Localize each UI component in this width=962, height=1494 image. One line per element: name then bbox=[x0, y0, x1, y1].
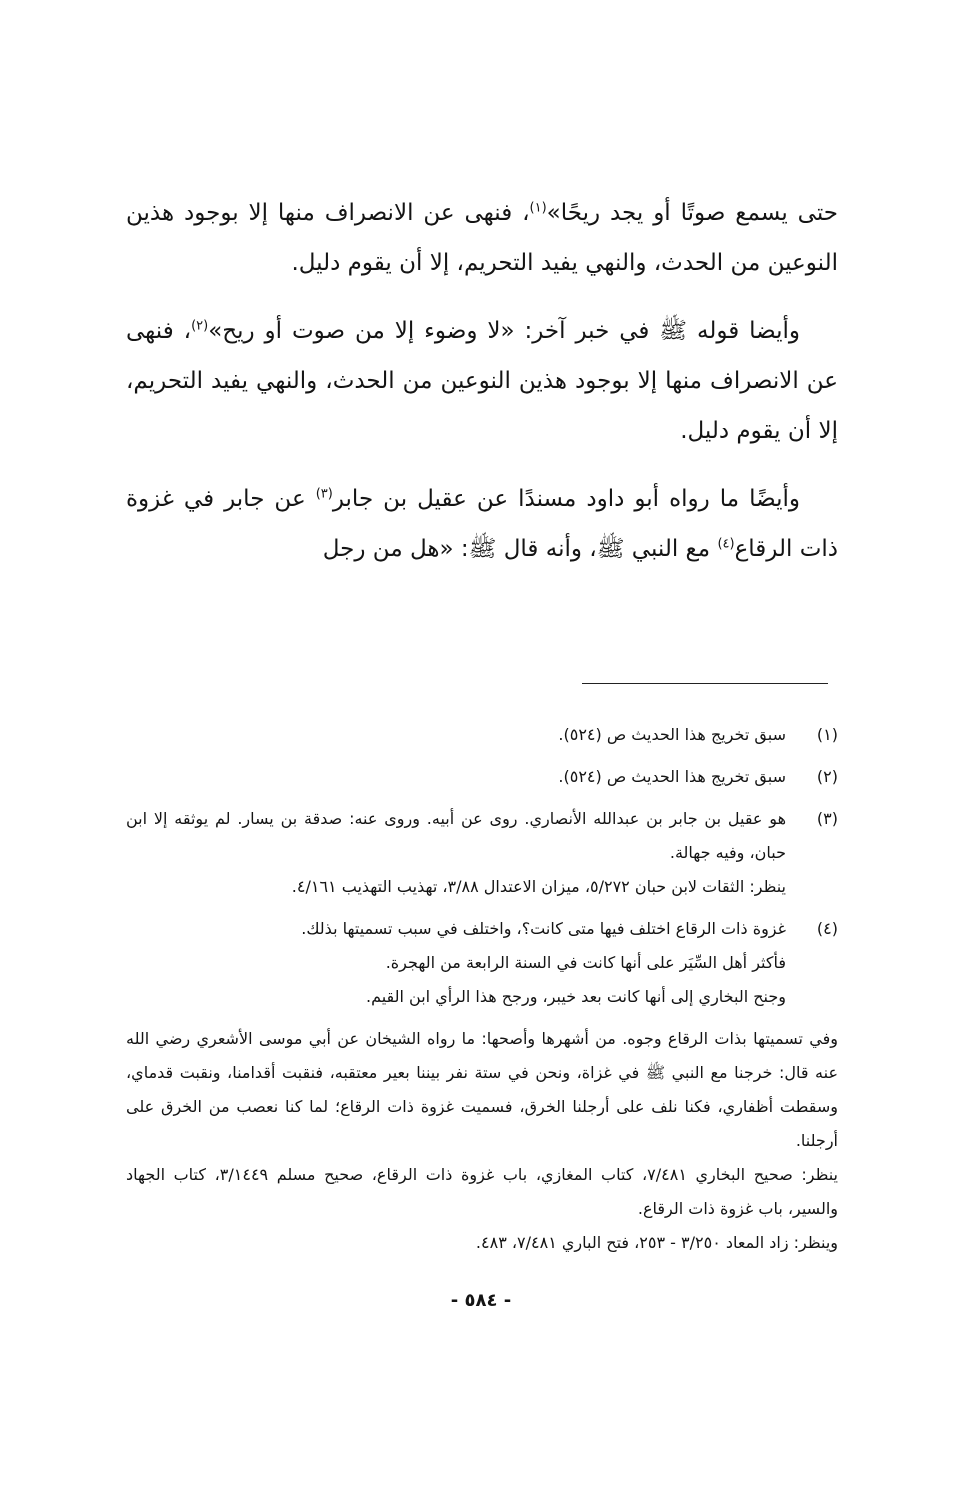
footnote-2-text: سبق تخريج هذا الحديث ص (٥٢٤). bbox=[558, 767, 786, 786]
footnote-3-number: (٣) bbox=[816, 809, 838, 828]
footnote-3-bio: هو عقيل بن جابر بن عبدالله الأنصاري. روى عن أبيه. وروى عنه: صدقة بن يسار. لم يوثقه إلا ابن حبان، وفيه جهالة. bbox=[126, 809, 786, 862]
page-number: - ٥٨٤ - bbox=[450, 1290, 512, 1311]
footnote-4-number: (٤) bbox=[816, 919, 838, 938]
footnote-2 bbox=[126, 760, 838, 794]
footnote-3 bbox=[126, 802, 838, 904]
footnote-ref-1[interactable]: (١) bbox=[529, 200, 547, 216]
footnote-4-line-1: غزوة ذات الرقاع اختلف فيها متى كانت؟، واختلف في سبب تسميتها بذلك. bbox=[301, 919, 786, 938]
footnote-3-sources: ينظر: الثقات لابن حبان ٥/٢٧٢، ميزان الاعتدال ٣/٨٨، تهذيب التهذيب ٤/١٦١. bbox=[291, 877, 786, 896]
footnote-ref-3[interactable]: (٣) bbox=[315, 486, 333, 502]
footnote-2-body bbox=[126, 760, 786, 794]
footnote-4-line-2: فأكثر أهل السِّيَر على أنها كانت في السنة الرابعة من الهجرة. bbox=[385, 953, 786, 972]
paragraph-1-text-b: ، فنهى عن الانصراف منها إلا بوجود هذين النوعين من الحدث، والنهي يفيد التحريم، إلا أن يقوم دليل. bbox=[126, 200, 838, 276]
footnote-3-body bbox=[126, 802, 786, 904]
paragraph-1-text-a: حتى يسمع صوتًا أو يجد ريحًا» bbox=[546, 200, 838, 226]
footnote-ref-4[interactable]: (٤) bbox=[717, 536, 735, 552]
footnote-4 bbox=[126, 912, 838, 1014]
footnote-1 bbox=[126, 718, 838, 752]
paragraph-3-text-a: وأيضًا ما رواه أبو داود مسندًا عن عقيل بن جابر bbox=[332, 486, 800, 512]
footnote-4-line-5: ينظر: صحيح البخاري ٧/٤٨١، كتاب المغازي، باب غزوة ذات الرقاع، صحيح مسلم ٣/١٤٤٩، كتاب الجهاد والسير، باب غزوة ذات الرقاع. bbox=[126, 1165, 838, 1218]
paragraph-1 bbox=[126, 188, 838, 288]
footnote-1-number: (١) bbox=[816, 725, 838, 744]
footnote-1-body bbox=[126, 718, 786, 752]
footnote-ref-2[interactable]: (٢) bbox=[191, 318, 209, 334]
main-text bbox=[126, 188, 838, 592]
footnote-4-body bbox=[126, 912, 786, 1014]
paragraph-3-text-c: مع النبي ﷺ، وأنه قال ﷺ: «هل من رجل bbox=[322, 536, 718, 562]
footnote-4-line-4: وفي تسميتها بذات الرقاع وجوه. من أشهرها وأصحها: ما رواه الشيخان عن أبي موسى الأشعري رضي الله عنه قال: خرجنا مع النبي ﷺ في غزاة، ونحن في ستة نفر بيننا بعير معتقبه، فنقبت أقدامنا، ونقبت قدماي، وسقطت أظفاري، فكنا نلف على أرجلنا الخرق، فسميت غزوة ذات الرقاع؛ لما كنا نعصب من الخرق على أرجلنا. bbox=[126, 1029, 838, 1150]
footnotes bbox=[126, 718, 838, 1260]
paragraph-2 bbox=[126, 306, 838, 456]
footnote-4-line-3: وجنح البخاري إلى أنها كانت بعد خيبر، ورجح هذا الرأي ابن القيم. bbox=[365, 987, 786, 1006]
paragraph-2-text-a: وأيضا قوله ﷺ في خبر آخر: «لا وضوء إلا من صوت أو ريح» bbox=[208, 318, 800, 344]
footnote-4-continuation bbox=[126, 1022, 838, 1260]
footnote-4-line-6: وينظر: زاد المعاد ٣/٢٥٠ - ٢٥٣، فتح الباري ٧/٤٨١، ٤٨٣. bbox=[475, 1233, 838, 1252]
paragraph-3 bbox=[126, 474, 838, 574]
footnote-1-text: سبق تخريج هذا الحديث ص (٥٢٤). bbox=[558, 725, 786, 744]
paragraph-3-text-b: عن جابر في غزوة ذات الرقاع bbox=[126, 486, 838, 562]
paragraph-2-text-b: ، فنهى عن الانصراف منها إلا بوجود هذين النوعين من الحدث، والنهي يفيد التحريم، إلا أن يقوم دليل. bbox=[126, 318, 838, 444]
footnote-2-number: (٢) bbox=[816, 767, 838, 786]
footnote-separator bbox=[582, 683, 828, 684]
